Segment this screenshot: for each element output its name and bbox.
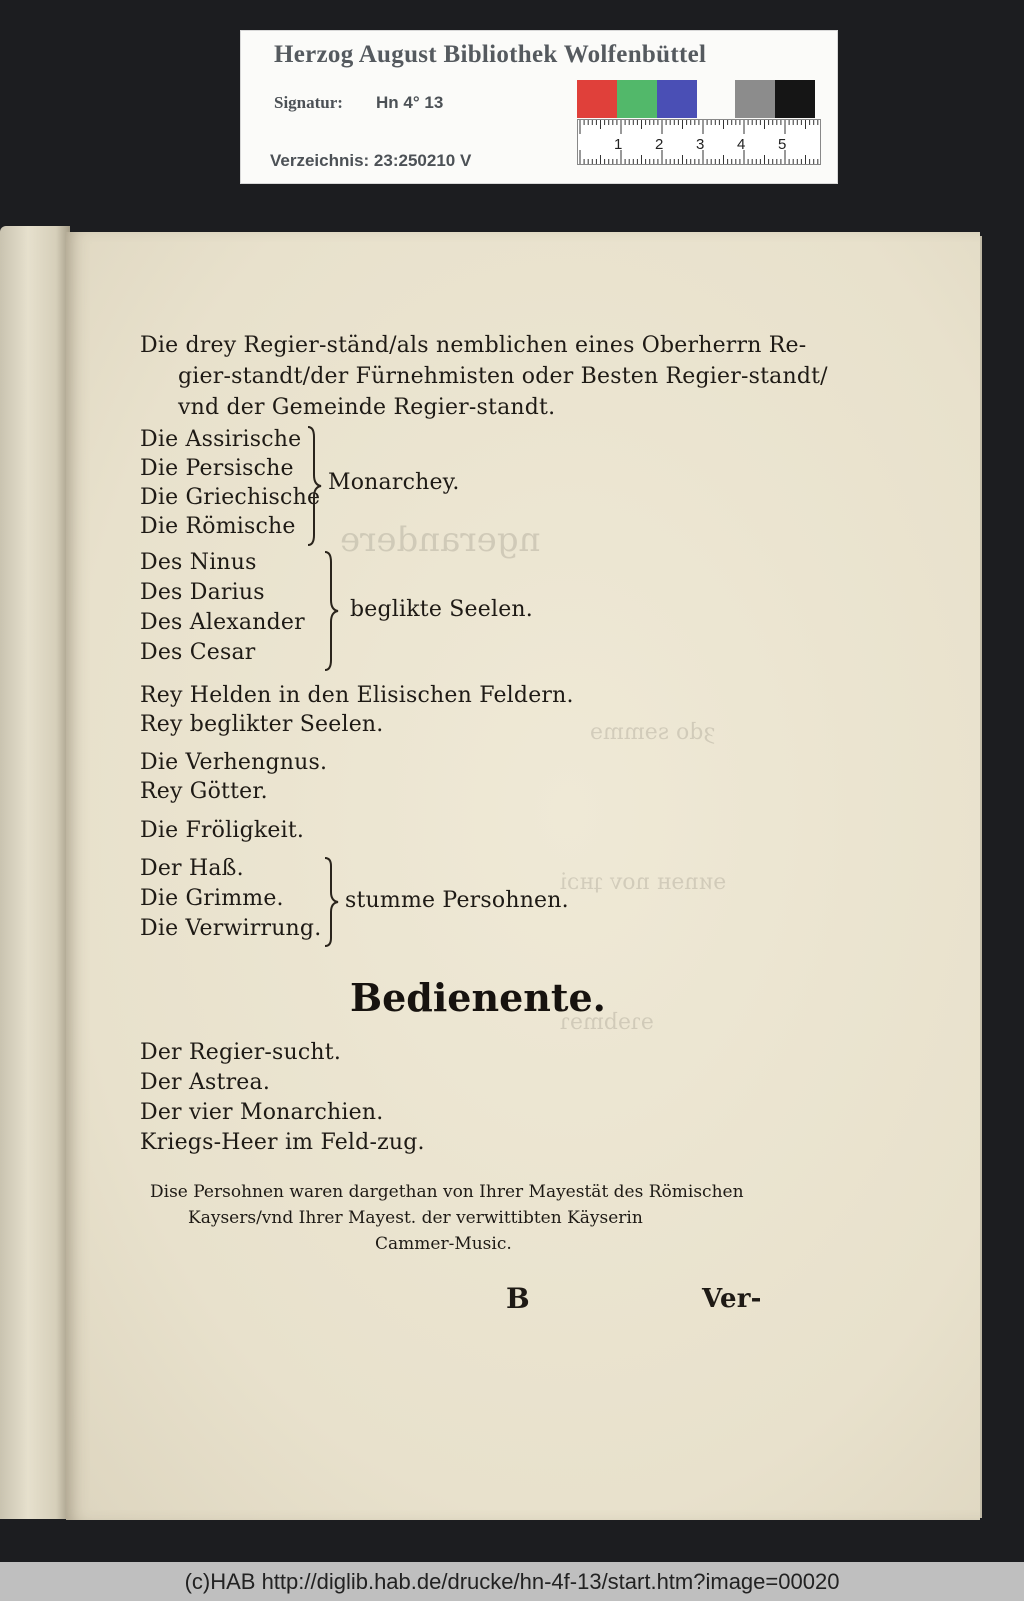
list-item: Der Regier-sucht. xyxy=(140,1040,342,1065)
fate-line: Die Verhengnus. xyxy=(140,750,328,775)
color-target xyxy=(577,80,815,118)
note-line-1: Dise Persohnen waren dargethan von Ihrer Mayestät des Römischen xyxy=(150,1182,744,1202)
group2-item: Des Darius xyxy=(140,580,265,605)
signatur-value: Hn 4° 13 xyxy=(376,93,444,112)
group2-item: Des Cesar xyxy=(140,640,256,665)
signature-mark: B xyxy=(506,1282,530,1315)
group2-item: Des Ninus xyxy=(140,550,257,575)
intro-line-2: gier-standt/der Fürnehmisten oder Besten Regier-standt/ xyxy=(178,364,828,389)
signatur-label: Signatur: xyxy=(274,93,343,112)
brace xyxy=(322,550,342,672)
group3-label: stumme Persohnen. xyxy=(345,888,569,913)
scale-ruler xyxy=(577,119,821,165)
gray-swatch xyxy=(735,80,775,118)
group2-label: beglikte Seelen. xyxy=(350,597,533,622)
bleed-through: ngerandere xyxy=(340,520,541,560)
ruler-number: 2 xyxy=(655,136,664,153)
note-line-3: Cammer-Music. xyxy=(375,1234,512,1254)
list-item: Der vier Monarchien. xyxy=(140,1100,384,1125)
chorus-heroes: Rey Helden in den Elisischen Feldern. xyxy=(140,683,574,708)
joy-line: Die Fröligkeit. xyxy=(140,818,305,843)
black-swatch xyxy=(775,80,815,118)
copyright-footer: (c)HAB http://diglib.hab.de/drucke/hn-4f-13/start.htm?image=00020 xyxy=(0,1562,1024,1601)
facing-page-edge xyxy=(0,226,70,1519)
group1-item: Die Griechische xyxy=(140,485,321,510)
catchword: Ver- xyxy=(702,1284,762,1314)
note-line-2: Kaysers/vnd Ihrer Mayest. der verwittibten Käyserin xyxy=(188,1208,643,1228)
ruler-number: 4 xyxy=(737,136,746,153)
ruler-number: 3 xyxy=(696,136,705,153)
ruler-number: 1 xyxy=(614,136,623,153)
red-swatch xyxy=(577,80,617,118)
group3-item: Die Verwirrung. xyxy=(140,916,322,941)
brace xyxy=(322,856,342,948)
bleed-through: ȝdo sɘmmɘ xyxy=(590,720,715,745)
bleed-through: ɘɿɘbmɘɿ xyxy=(560,1010,654,1035)
group1-label: Monarchey. xyxy=(328,470,460,495)
blue-swatch xyxy=(657,80,697,118)
gods-line: Rey Götter. xyxy=(140,779,268,804)
library-name: Herzog August Bibliothek Wolfenbüttel xyxy=(274,41,707,68)
white-swatch xyxy=(697,80,735,118)
library-card xyxy=(240,30,838,184)
group3-item: Der Haß. xyxy=(140,856,244,881)
ruler-number: 5 xyxy=(778,136,787,153)
group1-item: Die Persische xyxy=(140,456,294,481)
group1-item: Die Römische xyxy=(140,514,296,539)
intro-line-1: Die drey Regier-ständ/als nemblichen eines Oberherrn Re- xyxy=(140,333,807,358)
list-item: Kriegs-Heer im Feld-zug. xyxy=(140,1130,425,1155)
section-heading: Bedienente. xyxy=(350,975,606,1020)
list-item: Der Astrea. xyxy=(140,1070,271,1095)
green-swatch xyxy=(617,80,657,118)
bleed-through: ɘᴎnɘʜ nov ʇʜɔi xyxy=(560,870,727,895)
intro-line-3: vnd der Gemeinde Regier-standt. xyxy=(178,395,556,420)
group1-item: Die Assirische xyxy=(140,427,302,452)
group3-item: Die Grimme. xyxy=(140,886,284,911)
chorus-souls: Rey beglikter Seelen. xyxy=(140,712,384,737)
verzeichnis-text: Verzeichnis: 23:250210 V xyxy=(270,151,472,170)
brace xyxy=(305,425,325,547)
group2-item: Des Alexander xyxy=(140,610,305,635)
